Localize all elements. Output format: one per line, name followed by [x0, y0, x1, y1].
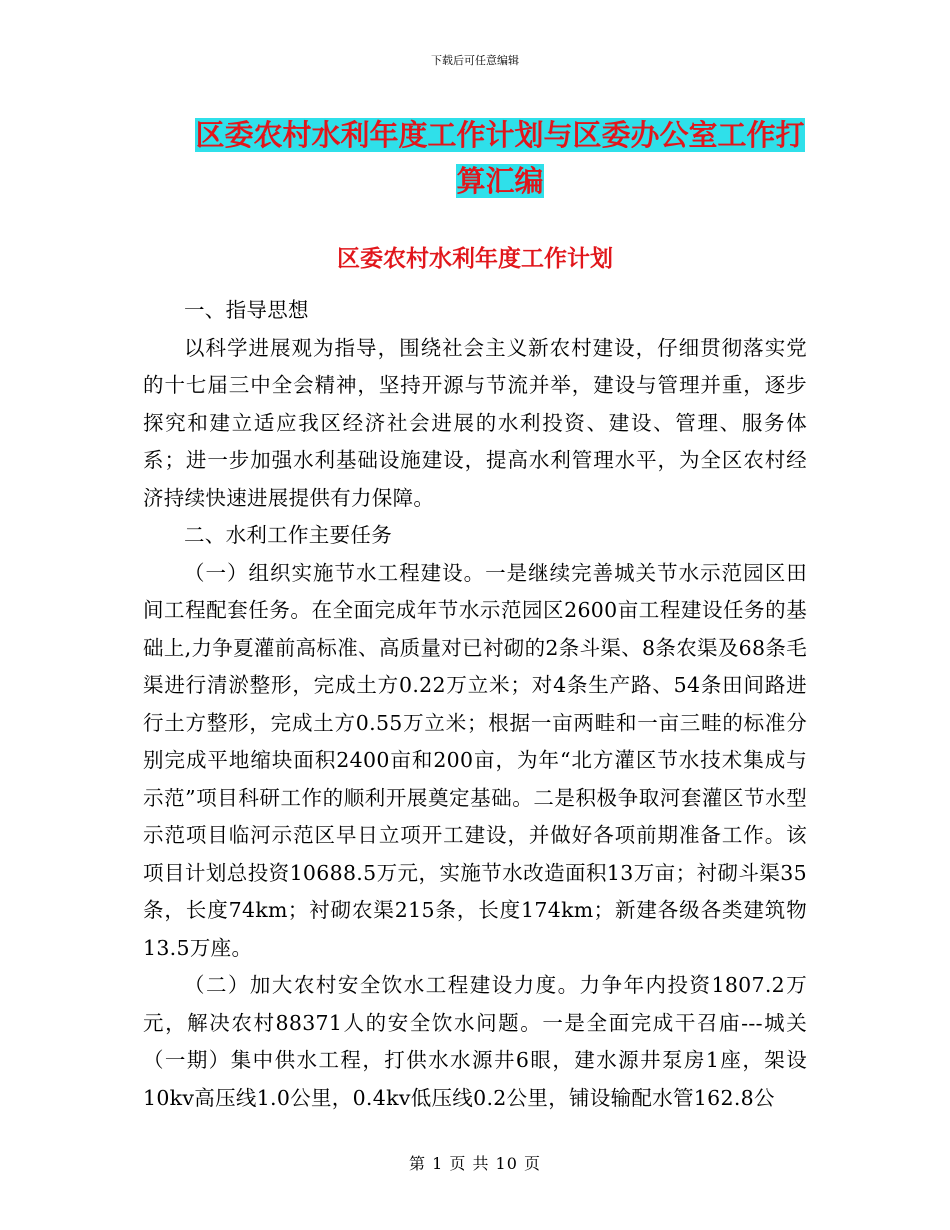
paragraph-guiding-ideology: 以科学进展观为指导，围绕社会主义新农村建设，仔细贯彻落实党的十七届三中全会精神，坚持开源与节流并举，建设与管理并重，逐步探究和建立适应我区经济社会进展的水利投资、建设、管理、服务体系；进一步加强水利基础设施建设，提高水利管理水平，为全区农村经济持续快速进展提供有力保障。	[143, 335, 807, 510]
document-title	[190, 112, 810, 204]
page-footer: 第 1 页 共 10 页	[409, 1154, 541, 1173]
section-title: 区委农村水利年度工作计划	[337, 246, 613, 272]
document-title-text: 区委农村水利年度工作计划与区委办公室工作打算汇编	[195, 118, 805, 198]
heading-main-tasks: 二、水利工作主要任务	[184, 523, 392, 547]
header-note: 下载后可任意编辑	[431, 54, 519, 67]
document-body	[143, 292, 807, 1117]
paragraph-water-saving-projects: （一）组织实施节水工程建设。一是继续完善城关节水示范园区田间工程配套任务。在全面完成年节水示范园区2600亩工程建设任务的基础上,力争夏灌前高标准、高质量对已衬砌的2条斗渠、8条农渠及68条毛渠进行清淤整形，完成土方0.22万立米；对4条生产路、54条田间路进行土方整形，完成土方0.55万立米；根据一亩两畦和一亩三畦的标准分别完成平地缩块面积2400亩和200亩，为年“北方灌区节水技术集成与示范”项目科研工作的顺利开展奠定基础。二是积极争取河套灌区节水型示范项目临河示范区早日立项开工建设，并做好各项前期准备工作。该项目计划总投资10688.5万元，实施节水改造面积13万亩；衬砌斗渠35条，长度74km；衬砌农渠215条，长度174km；新建各级各类建筑物13.5万座。	[143, 560, 807, 960]
paragraph-drinking-water: （二）加大农村安全饮水工程建设力度。力争年内投资1807.2万元，解决农村88371人的安全饮水问题。一是全面完成干召庙---城关（一期）集中供水工程，打供水水源井6眼，建水源井泵房1座，架设10kv高压线1.0公里，0.4kv低压线0.2公里，铺设输配水管162.8公	[143, 973, 807, 1110]
heading-guiding-ideology: 一、指导思想	[184, 298, 309, 322]
